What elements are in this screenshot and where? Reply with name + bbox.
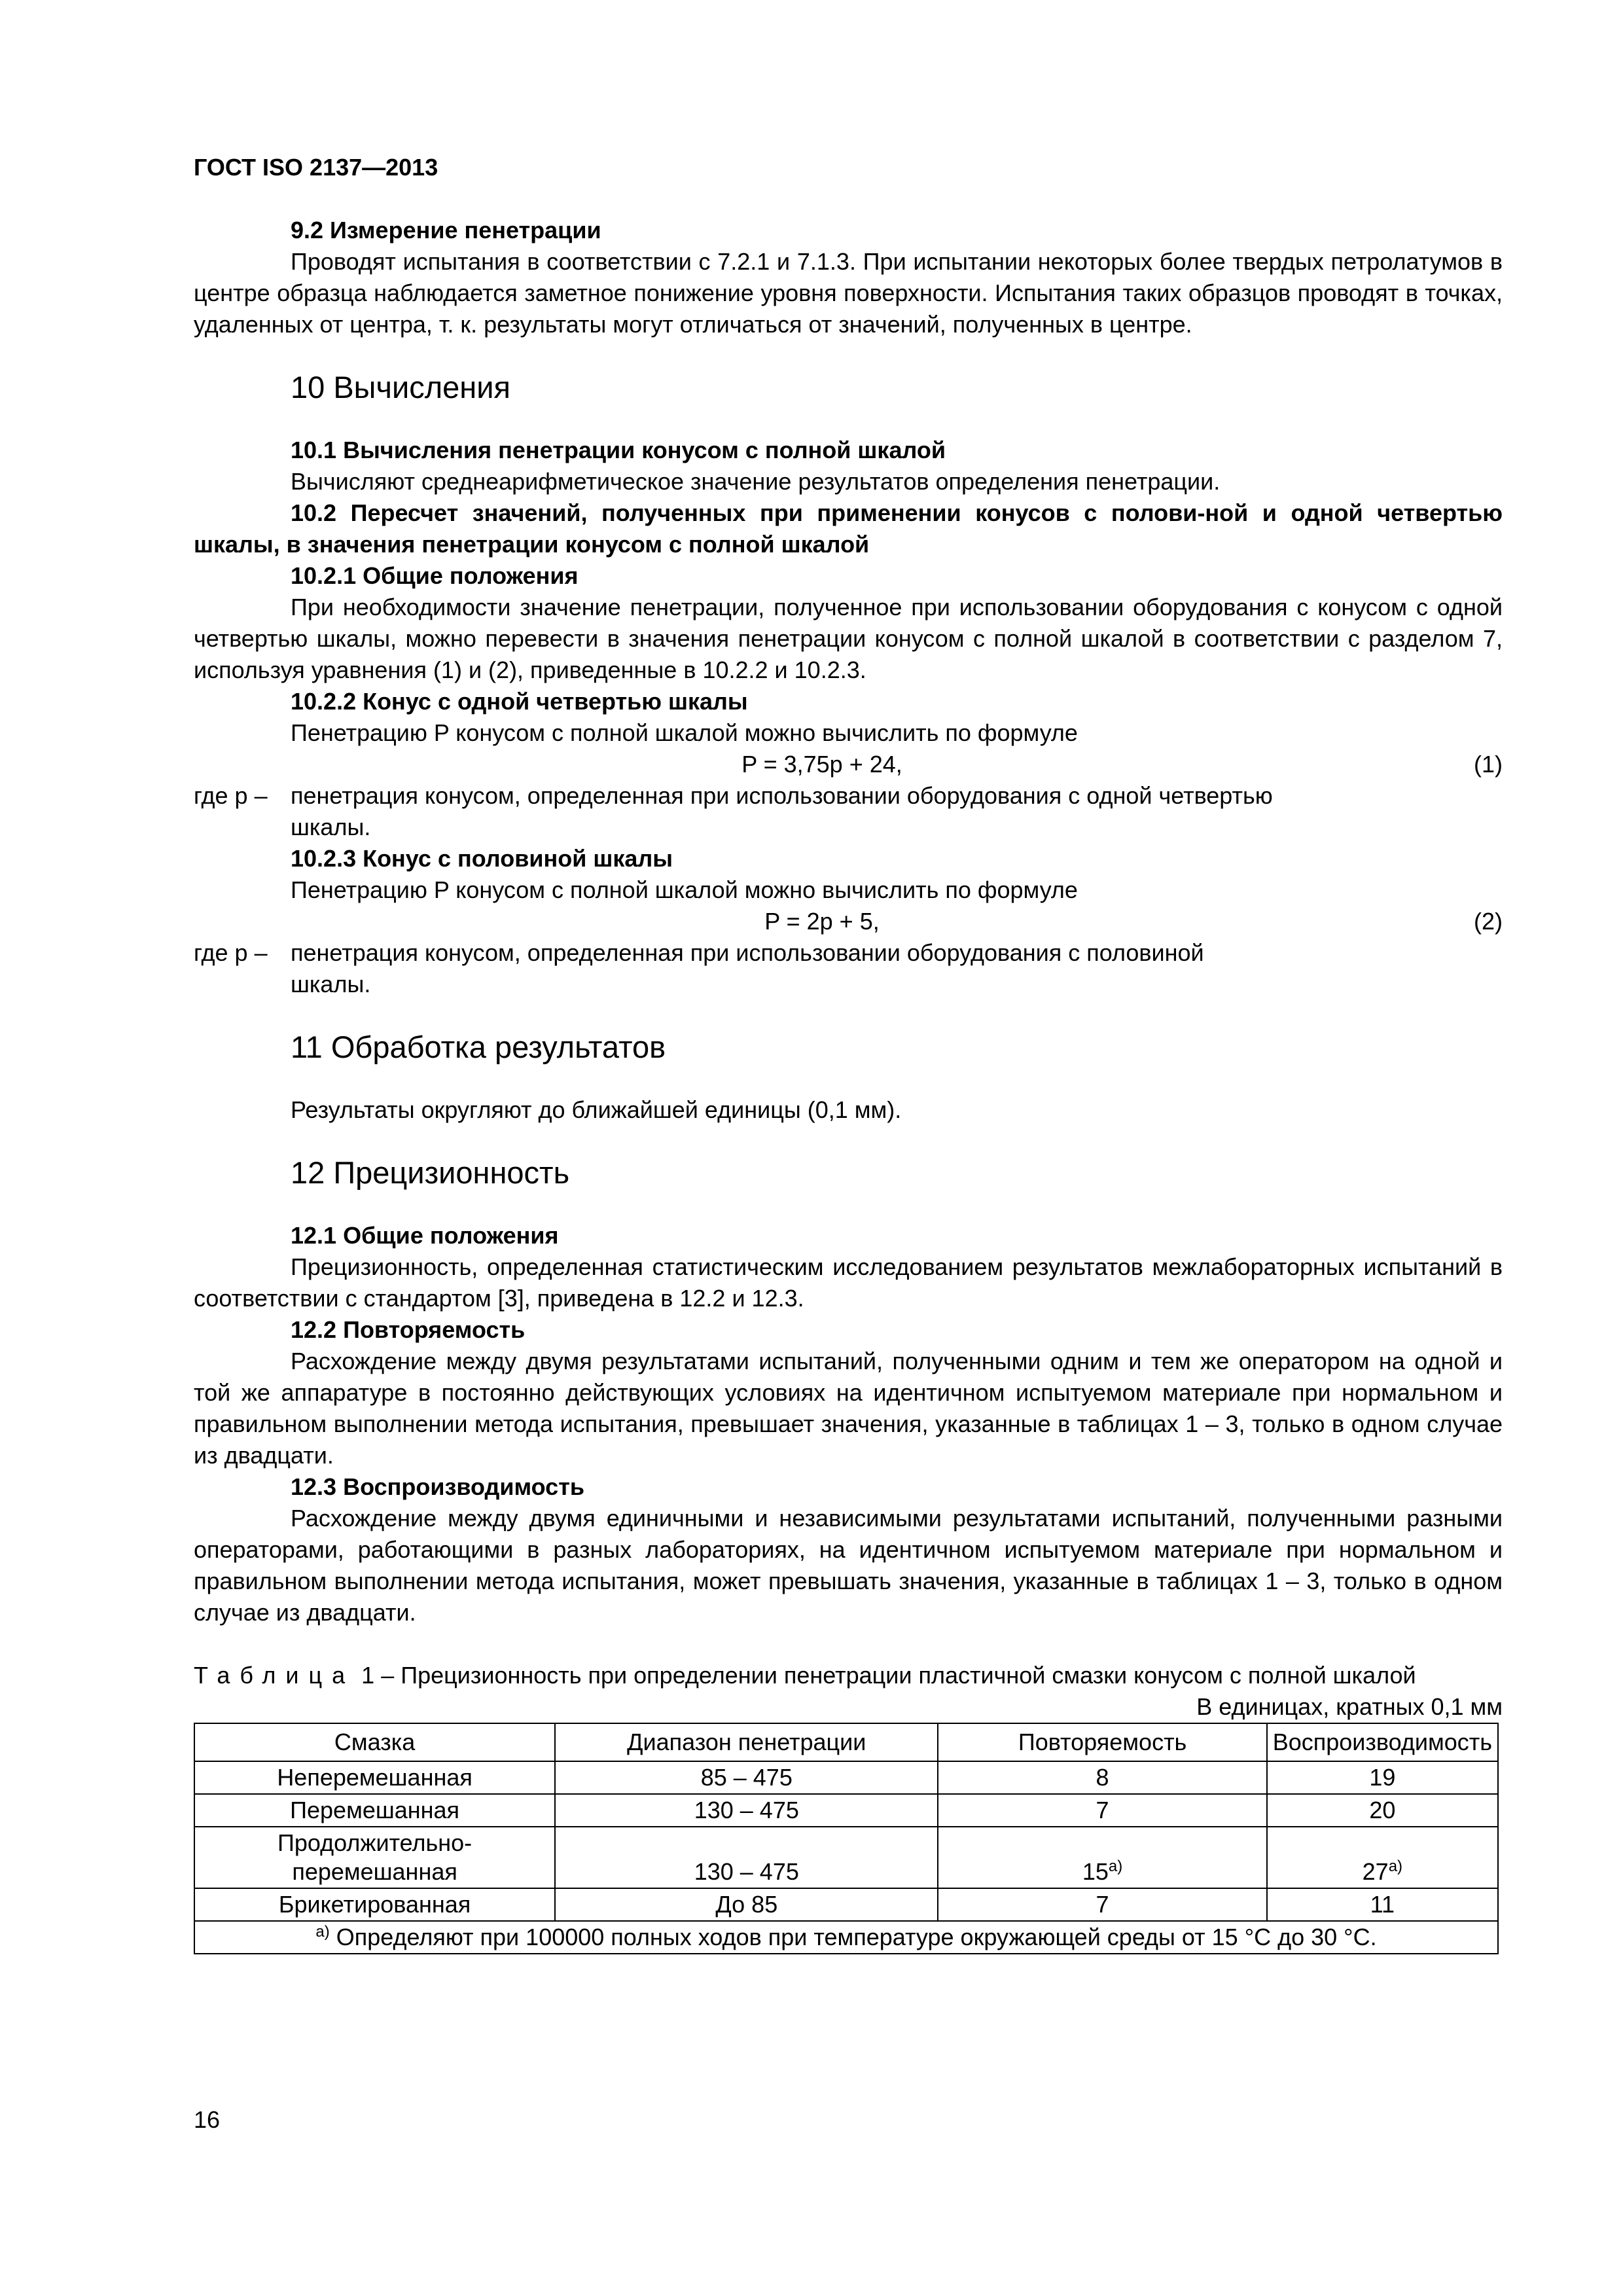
column-header: Повторяемость <box>938 1723 1266 1761</box>
where-text: пенетрация конусом, определенная при использовании оборудования с половиной шкалы. <box>291 939 1204 997</box>
table-cell: Неперемешанная <box>194 1761 555 1794</box>
section-10-title: 10 Вычисления <box>291 370 510 404</box>
table-cell: Перемешанная <box>194 1794 555 1827</box>
formula-2-number: (2) <box>1474 908 1503 935</box>
formula-1 <box>194 749 1503 780</box>
column-header: Воспроизводимость <box>1267 1723 1498 1761</box>
formula-2 <box>194 906 1503 937</box>
table-row <box>194 1794 1498 1827</box>
table-header-row <box>194 1723 1498 1761</box>
table-cell: 7 <box>938 1794 1266 1827</box>
section-10-2-1-title: 10.2.1 Общие положения <box>291 562 579 589</box>
section-12-1-text: Прецизионность, определенная статистическим исследованием результатов межлабораторных испытаний в соответствии с стандартом [3], приведена в 12.2 и 12.3. <box>194 1253 1503 1312</box>
formula-2-expression: P = 2p + 5, <box>764 908 880 935</box>
table-cell <box>938 1827 1266 1888</box>
column-header: Диапазон пенетрации <box>555 1723 938 1761</box>
table-cell: 130 – 475 <box>555 1827 938 1888</box>
section-10-1-text: Вычисляют среднеарифметическое значение результатов определения пенетрации. <box>291 468 1221 495</box>
table-row <box>194 1761 1498 1794</box>
table-cell: 130 – 475 <box>555 1794 938 1827</box>
table-cell: Брикетированная <box>194 1888 555 1921</box>
section-12-1-title: 12.1 Общие положения <box>291 1222 559 1249</box>
where-lead: где p – <box>194 782 268 809</box>
section-12-2-text: Расхождение между двумя результатами испытаний, полученными одним и тем же оператором на одной и той же аппаратуре в постоянно действующих условиях на идентичном испытуемом материале при нормальном и правильном выполнении метода испытания, превышает значения, указанные в таблицах 1 – 3, только в одном случае из двадцати. <box>194 1348 1503 1469</box>
where-text: пенетрация конусом, определенная при использовании оборудования с одной четвертью шкалы. <box>291 782 1273 840</box>
section-11-text: Результаты округляют до ближайшей единицы (0,1 мм). <box>291 1096 902 1123</box>
section-10-2-3-title: 10.2.3 Конус с половиной шкалы <box>291 845 673 872</box>
section-9-2-title: 9.2 Измерение пенетрации <box>291 217 601 243</box>
precision-table <box>194 1723 1499 1954</box>
document-code: ГОСТ ISO 2137—2013 <box>194 154 438 181</box>
section-12-2-title: 12.2 Повторяемость <box>291 1316 526 1343</box>
cell-value: 15 <box>1082 1858 1109 1885</box>
section-10-2-title: 10.2 Пересчет значений, полученных при применении конусов с полови-ной и одной четвертью шкалы, в значения пенетрации конусом с полной шкалой <box>194 499 1503 558</box>
table-caption-word: Таблица <box>194 1662 355 1689</box>
table-cell: 11 <box>1267 1888 1498 1921</box>
table-cell: Продолжительно-перемешанная <box>194 1827 555 1888</box>
table-row <box>194 1827 1498 1888</box>
formula-2-explanation <box>194 937 1503 1000</box>
cell-value: 27 <box>1362 1858 1389 1885</box>
footnote-text: Определяют при 100000 полных ходов при температуре окружающей среды от 15 °С до 30 °С. <box>336 1924 1377 1950</box>
section-12-3-text: Расхождение между двумя единичными и независимыми результатами испытаний, полученными разными операторами, работающими в разных лабораториях, на идентичном испытуемом материале при нормальном и правильном выполнении метода испытания, может превышать значения, указанные в таблицах 1 – 3, только в одном случае из двадцати. <box>194 1505 1503 1626</box>
section-10-2-2-title: 10.2.2 Конус с одной четвертью шкалы <box>291 688 748 715</box>
formula-1-explanation <box>194 780 1503 843</box>
page-number: 16 <box>194 2106 221 2133</box>
table-cell: 85 – 475 <box>555 1761 938 1794</box>
table-row <box>194 1888 1498 1921</box>
section-9-2-text: Проводят испытания в соответствии с 7.2.1 и 7.1.3. При испытании некоторых более твердых петролатумов в центре образца наблюдается заметное понижение уровня поверхности. Испытания таких образцов проводят в точках, удаленных от центра, т. к. результаты могут отличаться от значений, полученных в центре. <box>194 248 1503 338</box>
section-10-1-title: 10.1 Вычисления пенетрации конусом с полной шкалой <box>291 437 946 463</box>
table-cell: 8 <box>938 1761 1266 1794</box>
table-cell: До 85 <box>555 1888 938 1921</box>
section-12-3-title: 12.3 Воспроизводимость <box>291 1473 584 1500</box>
formula-1-expression: P = 3,75p + 24, <box>741 751 902 778</box>
section-11-title: 11 Обработка результатов <box>291 1030 666 1064</box>
table-cell: 7 <box>938 1888 1266 1921</box>
footnote-mark: а) <box>1108 1857 1123 1875</box>
footnote-mark: а) <box>315 1923 330 1941</box>
formula-1-number: (1) <box>1474 751 1503 778</box>
column-header: Смазка <box>194 1723 555 1761</box>
table-footnote-row <box>194 1921 1498 1954</box>
table-cell <box>1267 1827 1498 1888</box>
where-lead: где p – <box>194 939 268 966</box>
footnote-mark: а) <box>1388 1857 1403 1875</box>
table-units: В единицах, кратных 0,1 мм <box>1196 1693 1503 1720</box>
table-caption-text: 1 – Прецизионность при определении пенетрации пластичной смазки конусом с полной шкалой <box>361 1662 1416 1689</box>
table-footnote <box>194 1921 1498 1954</box>
section-12-title: 12 Прецизионность <box>291 1155 570 1190</box>
section-10-2-1-text: При необходимости значение пенетрации, полученное при использовании оборудования с конусом с одной четвертью шкалы, можно перевести в значения пенетрации конусом с полной шкалой в соответствии с разделом 7, используя уравнения (1) и (2), приведенные в 10.2.2 и 10.2.3. <box>194 594 1503 683</box>
table-1-caption <box>194 1660 1503 1691</box>
table-cell: 19 <box>1267 1761 1498 1794</box>
page-content <box>194 215 1503 1954</box>
table-cell: 20 <box>1267 1794 1498 1827</box>
section-10-2-3-text: Пенетрацию P конусом с полной шкалой можно вычислить по формуле <box>291 876 1078 903</box>
section-10-2-2-text: Пенетрацию P конусом с полной шкалой можно вычислить по формуле <box>291 719 1078 746</box>
